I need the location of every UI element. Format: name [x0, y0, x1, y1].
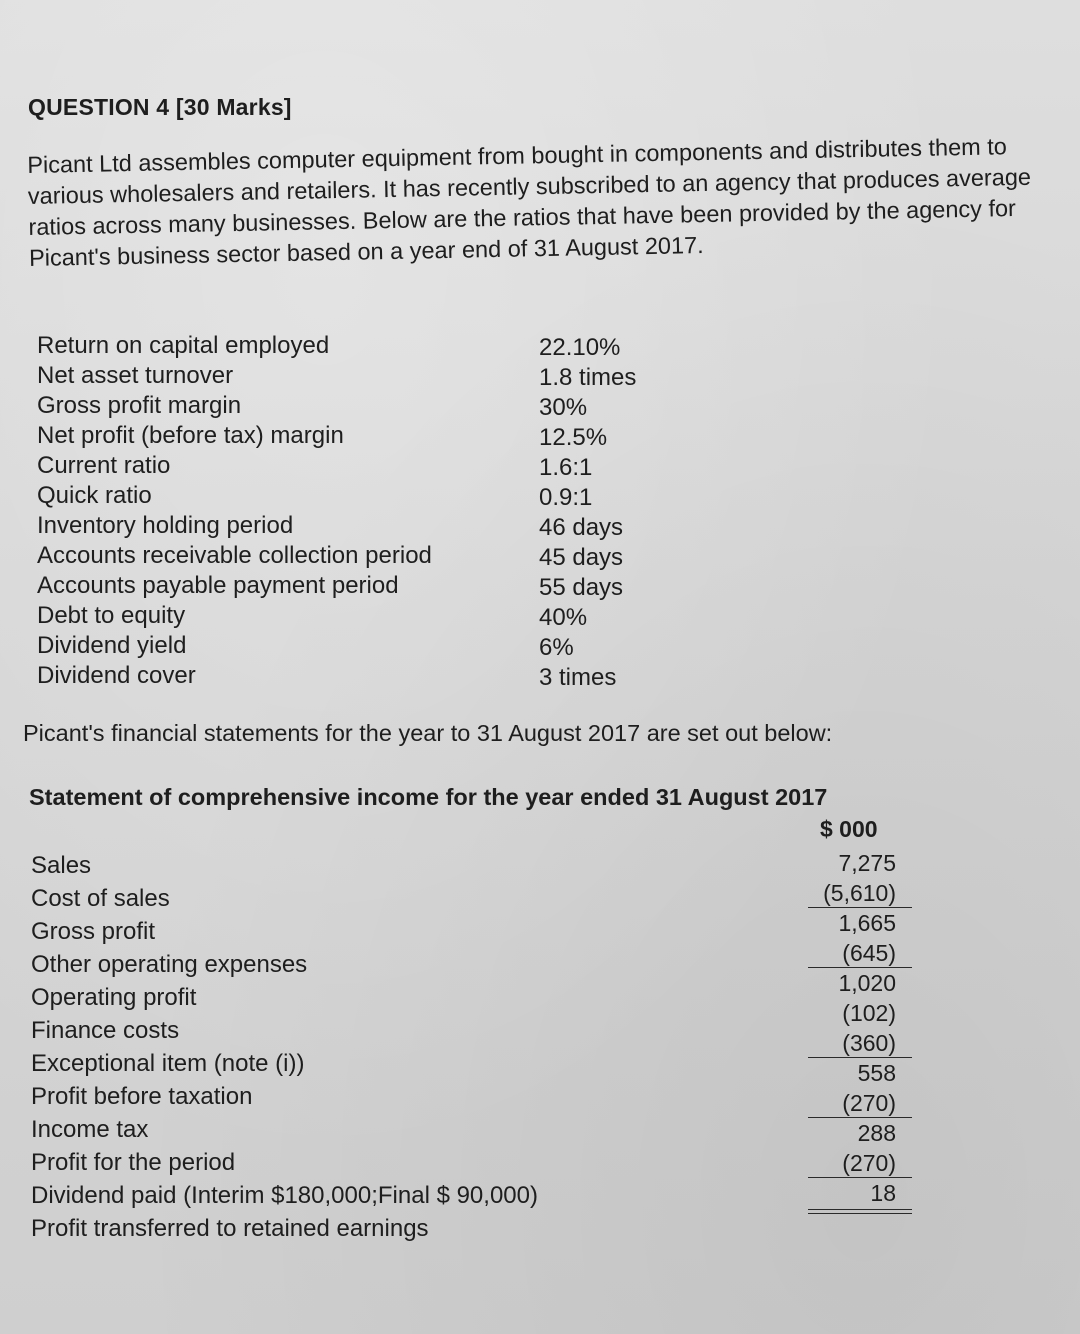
statement-line-label: Profit before taxation	[31, 1083, 253, 1110]
statement-line-label: Profit transferred to retained earnings	[31, 1215, 429, 1242]
ratio-value: 0.9:1	[539, 484, 593, 511]
ratio-label: Quick ratio	[37, 482, 152, 509]
statement-title: Statement of comprehensive income for the year ended 31 August 2017	[29, 784, 828, 810]
statement-value: (645)	[806, 938, 912, 968]
statement-line-label: Operating profit	[31, 984, 197, 1011]
ratio-row	[37, 362, 677, 392]
ratio-value: 30%	[539, 394, 588, 421]
ratio-label: Dividend cover	[37, 662, 196, 689]
ratio-label: Net asset turnover	[37, 362, 234, 389]
ratio-value: 6%	[539, 634, 574, 661]
statement-line-label: Income tax	[31, 1116, 149, 1143]
statement-line-label: Other operating expenses	[31, 951, 308, 978]
ratio-row	[37, 512, 677, 542]
statement-line-label: Dividend paid (Interim $180,000;Final $ 90,000)	[31, 1182, 538, 1209]
ratio-value: 40%	[539, 604, 588, 631]
ratio-row	[37, 632, 677, 662]
question-heading: QUESTION 4 [30 Marks]	[28, 94, 292, 120]
ratio-label: Net profit (before tax) margin	[37, 422, 344, 449]
ratio-value: 55 days	[539, 574, 624, 601]
statement-value: (102)	[842, 1000, 896, 1026]
intro-paragraph: Picant Ltd assembles computer equipment from bought in components and distributes them to various wholesalers and retailers. It has recently subscribed to an agency that produces average ratios across many businesses. Below are the ratios that have been provided by the agency for Picant's business sector based on a year end of 31 August 2017.	[27, 133, 1032, 271]
ratio-value: 46 days	[539, 514, 624, 541]
ratio-label: Return on capital employed	[37, 332, 330, 359]
ratio-label: Accounts payable payment period	[37, 572, 399, 599]
statement-line-label: Sales	[31, 852, 92, 879]
ratio-row	[37, 452, 677, 482]
ratio-label: Dividend yield	[37, 632, 187, 659]
ratio-row	[37, 422, 677, 452]
ratio-label: Accounts receivable collection period	[37, 542, 432, 569]
statement-value: 288	[857, 1120, 896, 1146]
statement-value: 1,020	[838, 970, 896, 996]
ratio-value: 1.6:1	[539, 454, 593, 481]
ratio-row	[37, 602, 677, 632]
statement-value: 7,275	[838, 850, 896, 876]
statement-line-label: Gross profit	[31, 918, 156, 945]
ratio-row	[37, 392, 677, 422]
statement-value: (270)	[806, 1148, 912, 1178]
ratio-row	[37, 482, 677, 512]
statement-line-label: Exceptional item (note (i))	[31, 1050, 305, 1077]
ratios-list	[37, 332, 677, 692]
ratio-label: Gross profit margin	[37, 392, 242, 419]
statement-line-label: Cost of sales	[31, 885, 170, 912]
statement-value: (5,610)	[806, 878, 912, 908]
ratio-value: 22.10%	[539, 334, 621, 361]
ratio-row	[37, 332, 677, 362]
statement-value: 558	[857, 1060, 896, 1086]
statement-value: 1,665	[838, 910, 896, 936]
ratio-row	[37, 542, 677, 572]
ratio-label: Inventory holding period	[37, 512, 294, 539]
statement-value: 18	[806, 1178, 912, 1208]
ratio-row	[37, 572, 677, 602]
currency-unit-header: $ 000	[820, 816, 878, 842]
ratio-value: 12.5%	[539, 424, 608, 451]
statement-labels	[31, 852, 538, 1248]
ratio-value: 1.8 times	[539, 364, 637, 391]
ratio-label: Current ratio	[37, 452, 171, 479]
ratio-row	[37, 662, 677, 692]
ratio-value: 3 times	[539, 664, 617, 691]
statement-value: (360)	[806, 1028, 912, 1058]
statements-lead-text: Picant's financial statements for the year to 31 August 2017 are set out below:	[23, 720, 833, 746]
statement-value: (270)	[806, 1088, 912, 1118]
statement-values	[806, 848, 912, 1208]
ratio-label: Debt to equity	[37, 602, 186, 629]
statement-line-label: Profit for the period	[31, 1149, 236, 1176]
statement-line-label: Finance costs	[31, 1017, 180, 1044]
ratio-value: 45 days	[539, 544, 624, 571]
